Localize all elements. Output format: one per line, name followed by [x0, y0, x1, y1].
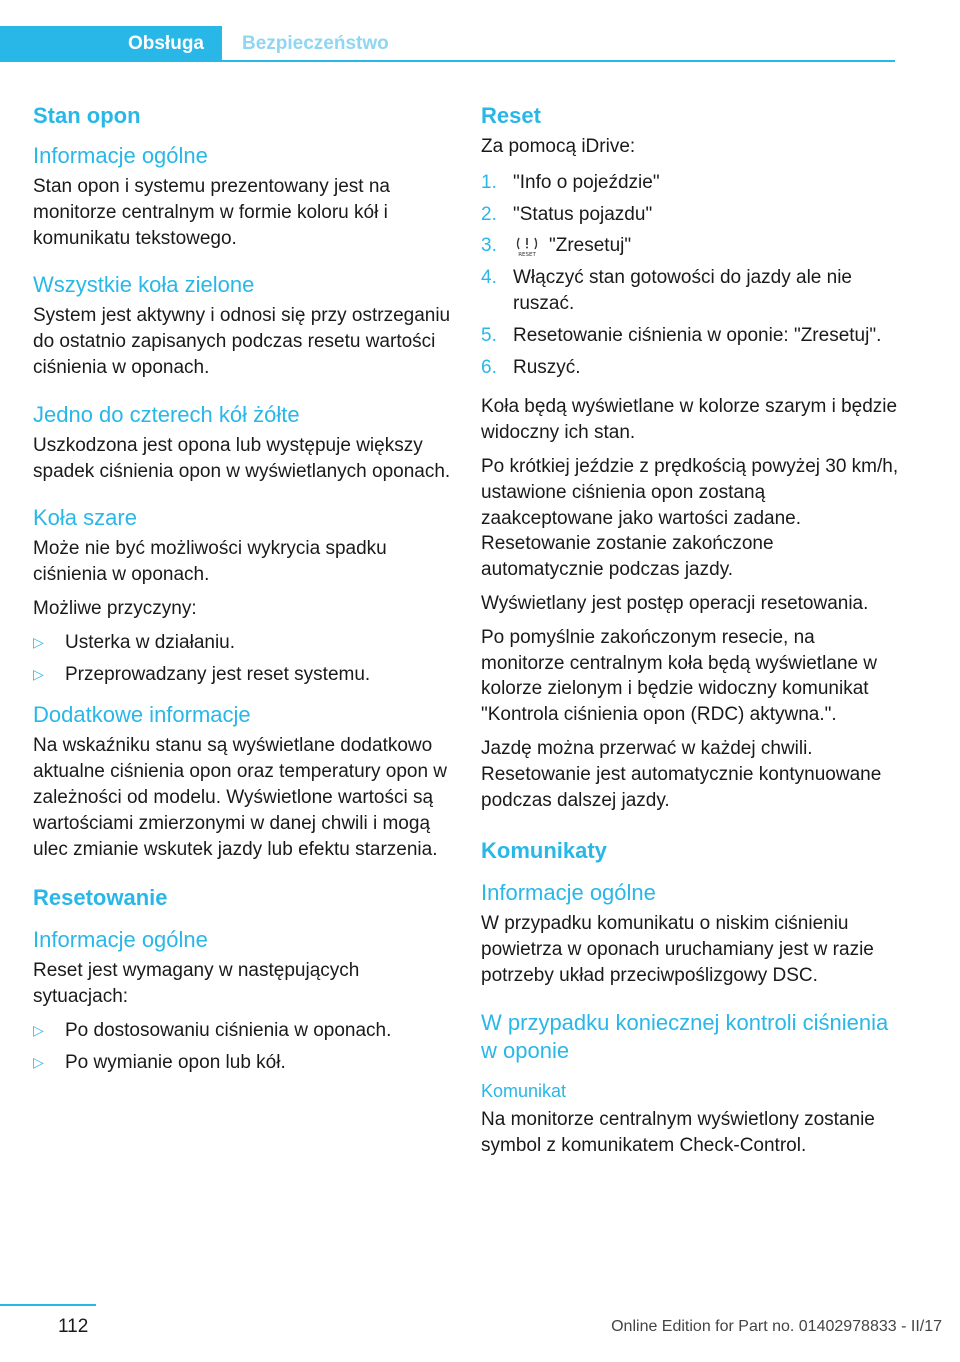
- paragraph: System jest aktywny i odnosi się przy ostrzeganiu do ostatnio zapisanych podczas resetu wartości ciśnienia w oponach.: [33, 305, 451, 378]
- heading-dodatkowe-informacje: Dodatkowe informacje: [33, 702, 251, 728]
- paragraph: Koła będą wyświetlane w kolorze szarym i będzie widoczny ich stan.: [481, 396, 898, 444]
- title-komunikaty: Komunikaty: [481, 838, 607, 864]
- page-header: [0, 26, 895, 62]
- list-item: 4. Włączyć stan gotowości do jazdy ale nie ruszać.: [481, 267, 852, 314]
- right-column: [481, 102, 901, 1175]
- paragraph: Możliwe przyczyny:: [33, 597, 197, 619]
- list-item: 1. "Info o pojeździe": [481, 171, 660, 193]
- list-item: ▷ Po dostosowaniu ciśnienia w oponach.: [33, 1018, 453, 1044]
- reset-steps-list: [481, 170, 901, 381]
- paragraph: Może nie być możliwości wykrycia spadku ciśnienia w oponach.: [33, 538, 387, 586]
- list-item: ▷ Przeprowadzany jest reset systemu.: [33, 662, 453, 688]
- paragraph: Wyświetlany jest postęp operacji resetowania.: [481, 592, 869, 614]
- header-rule: [0, 60, 895, 62]
- list-item: 2. "Status pojazdu": [481, 203, 653, 225]
- bullet-triangle-icon: ▷: [33, 633, 44, 650]
- paragraph: W przypadku komunikatu o niskim ciśnieniu powietrza w oponach uruchamiany jest w razie potrzeby układ przeciwpoślizgowy DSC.: [481, 913, 874, 986]
- bullet-triangle-icon: ▷: [33, 1053, 44, 1070]
- paragraph: Za pomocą iDrive:: [481, 136, 636, 157]
- tire-reset-icon: [513, 235, 541, 257]
- paragraph: Jazdę można przerwać w każdej chwili. Resetowanie jest automatycznie kontynuowane podczas dalszej jazdy.: [481, 737, 882, 811]
- bullet-triangle-icon: ▷: [33, 665, 44, 682]
- svg-text:RESET: RESET: [518, 252, 536, 258]
- heading-informacje-ogolne: Informacje ogólne: [33, 143, 208, 168]
- title-resetowanie: Resetowanie: [33, 885, 168, 911]
- paragraph: Na wskaźniku stanu są wyświetlane dodatkowo aktualne ciśnienia opon oraz temperatury opon w zależności od modelu. Wyświetlone wartości są wartościami zmierzonymi w danej chwili i mogą ulec zmianie wskutek jazdy lub efektu starzenia.: [33, 735, 448, 860]
- paragraph: Reset jest wymagany w następujących sytuacjach:: [33, 960, 360, 1008]
- heading-kola-zielone: Wszystkie koła zielone: [33, 272, 255, 298]
- heading-kola-szare: Koła szare: [33, 505, 137, 531]
- section-tab-obsluga: Obsługa: [0, 26, 222, 62]
- section-tab-bezpieczenstwo: Bezpieczeństwo: [242, 33, 389, 54]
- heading-kontrola-cisnienia: W przypadku koniecznej kontroli ciśnienia w oponie: [481, 1009, 889, 1063]
- heading-reset: Reset: [481, 103, 541, 128]
- heading-informacje-ogolne: Informacje ogólne: [33, 927, 208, 953]
- reset-situations-list: [33, 1018, 453, 1076]
- list-item: ▷ Usterka w działaniu.: [33, 630, 453, 656]
- heading-informacje-ogolne: Informacje ogólne: [481, 880, 656, 906]
- title-stan-opon: Stan opon: [33, 103, 141, 128]
- paragraph: Na monitorze centralnym wyświetlony zostanie symbol z komunikatem Check-Control.: [481, 1108, 875, 1156]
- page-number: 112: [58, 1316, 89, 1337]
- list-item: 5. Resetowanie ciśnienia w oponie: "Zresetuj".: [481, 324, 882, 346]
- heading-kola-zolte: Jedno do czterech kół żółte: [33, 401, 300, 427]
- list-item: 3. RESET "Zresetuj": [481, 235, 632, 258]
- heading-komunikat: Komunikat: [481, 1080, 567, 1101]
- bullet-triangle-icon: ▷: [33, 1021, 44, 1038]
- paragraph: Uszkodzona jest opona lub występuje większy spadek ciśnienia opon w wyświetlanych oponach.: [33, 434, 451, 482]
- list-item: ▷ Po wymianie opon lub kół.: [33, 1050, 453, 1076]
- footer-rule: [0, 1304, 96, 1306]
- paragraph: Po krótkiej jeździe z prędkością powyżej 30 km/h, ustawione ciśnienia opon zostaną zaakceptowane jako wartości zadane. Resetowanie zostanie zakończone automatycznie podczas jazdy.: [481, 455, 899, 581]
- edition-note: Online Edition for Part no. 01402978833 - II/17: [611, 1318, 942, 1335]
- causes-list: [33, 630, 453, 688]
- left-column: [33, 102, 453, 1090]
- list-item: 6. Ruszyć.: [481, 356, 581, 378]
- paragraph: Po pomyślnie zakończonym resecie, na monitorze centralnym koła będą wyświetlane w kolorze zielonym i będzie widoczny komunikat "Kontrola ciśnienia opon (RDC) aktywna.".: [481, 626, 878, 726]
- paragraph: Stan opon i systemu prezentowany jest na monitorze centralnym w formie koloru kół i komunikatu tekstowego.: [33, 176, 390, 249]
